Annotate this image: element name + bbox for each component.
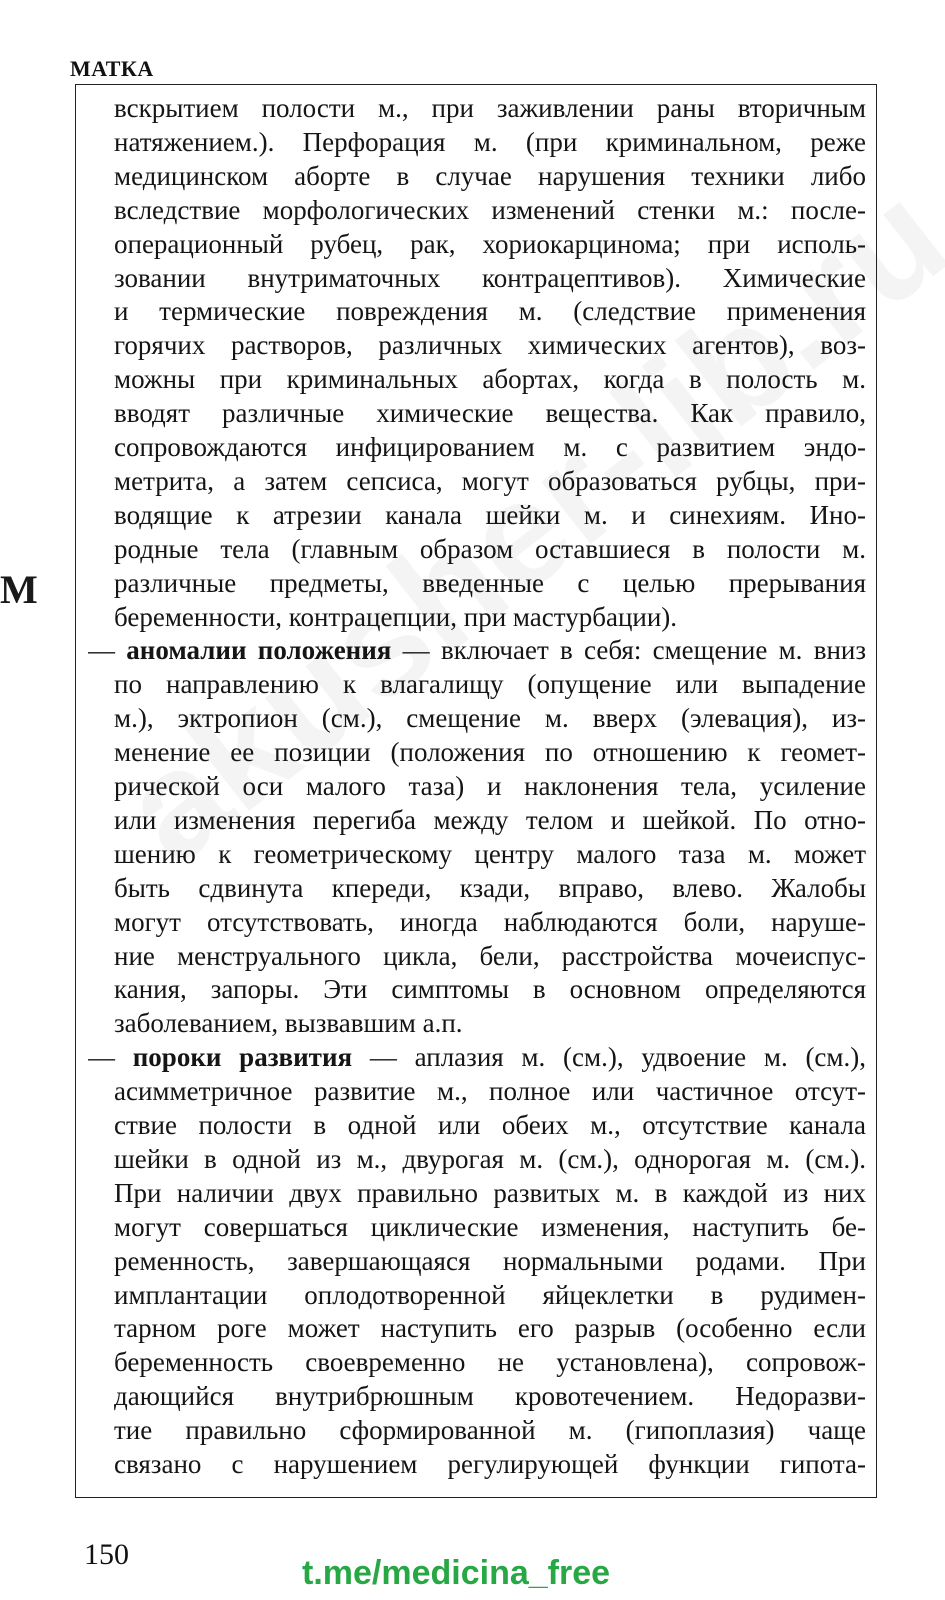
- entry-dash: —: [88, 1042, 133, 1073]
- line-text: заболеванием, вызвавшим а.п.: [114, 1008, 463, 1039]
- line-text: шейки в одной из м., двурогая м. (см.), однорогая м. (см.).: [114, 1143, 866, 1174]
- line-text: тие правильно сформированной м. (гипоплазия) чаще: [114, 1415, 866, 1446]
- line-text: ние менструального цикла, бели, расстройства мочеиспус-: [114, 940, 866, 971]
- line-text: кания, запоры. Эти симптомы в основном определяются: [114, 974, 866, 1005]
- line-text: беременности, контрацепции, при мастурбации).: [114, 601, 678, 632]
- line-text: тарном роге может наступить его разрыв (особенно если: [114, 1313, 866, 1344]
- line-text: имплантации оплодотворенной яйцеклетки в рудимен-: [114, 1279, 866, 1310]
- line-text: или изменения перегиба между телом и шейкой. По отно-: [114, 804, 866, 835]
- body-text-line: [114, 396, 866, 430]
- line-text: м.), эктропион (см.), смещение м. вверх (элевация), из-: [114, 703, 866, 734]
- line-text: по направлению к влагалищу (опущение или выпадение: [114, 669, 866, 700]
- line-text: метрита, а затем сепсиса, могут образоваться рубцы, при-: [114, 465, 866, 496]
- body-text-line: [114, 837, 866, 871]
- line-text: связано с нарушением регулирующей функции гипота-: [114, 1449, 866, 1479]
- body-text-line: [114, 1413, 866, 1447]
- body-text-line: [114, 1074, 866, 1108]
- body-text-line: [114, 125, 866, 159]
- line-text: могут отсутствовать, иногда наблюдаются боли, наруше-: [114, 906, 866, 937]
- body-text-line: [114, 1176, 866, 1210]
- line-text: вводят различные химические вещества. Как правило,: [114, 398, 866, 429]
- body-text-line: [114, 1108, 866, 1142]
- line-text: можны при криминальных абортах, когда в полость м.: [114, 364, 866, 395]
- line-text: беременность своевременно не установлена), сопровож-: [114, 1347, 866, 1378]
- line-text: водящие к атрезии канала шейки м. и синехиям. Ино-: [114, 499, 866, 530]
- body-text-line: [114, 803, 866, 837]
- body-text-line: [114, 430, 866, 464]
- body-text-line: [114, 769, 866, 803]
- line-text: При наличии двух правильно развитых м. в каждой из них: [114, 1177, 866, 1208]
- body-text-line: [114, 600, 866, 634]
- body-text-line: [114, 91, 866, 125]
- line-text: различные предметы, введенные с целью прерывания: [114, 567, 866, 598]
- line-text: вскрытием полости м., при заживлении раны вторичным: [114, 93, 866, 123]
- line-text: ременность, завершающаяся нормальными родами. При: [114, 1245, 866, 1276]
- body-text-line: [114, 362, 866, 396]
- body-text-line: [114, 159, 866, 193]
- body-text-line: [114, 1379, 866, 1413]
- line-text: и термические повреждения м. (следствие применения: [114, 296, 866, 327]
- body-text-line: [114, 464, 866, 498]
- running-head: МАТКА: [70, 56, 154, 81]
- line-text: шению к геометрическому центру малого таза м. может: [114, 838, 866, 869]
- line-text: асимметричное развитие м., полное или частичное отсут-: [114, 1076, 866, 1107]
- text-frame: [75, 84, 877, 1498]
- line-text: операционный рубец, рак, хориокарцинома; при исполь-: [114, 228, 866, 259]
- line-text: медицинском аборте в случае нарушения техники либо: [114, 160, 866, 191]
- body-text-line: [114, 1345, 866, 1379]
- side-index-letter: М: [0, 567, 38, 612]
- line-text: — включает в себя: смещение м. вниз: [391, 635, 866, 666]
- line-text: ствие полости в одной или обеих м., отсутствие канала: [114, 1110, 866, 1140]
- entry-dash: —: [88, 635, 127, 666]
- line-text: могут совершаться циклические изменения, наступить бе-: [114, 1211, 866, 1242]
- line-text: рической оси малого таза) и наклонения тела, усиление: [114, 771, 866, 801]
- page-number: 150: [84, 1538, 129, 1571]
- body-text-line: [114, 667, 866, 701]
- line-text: сопровождаются инфицированием м. с развитием эндо-: [114, 432, 866, 462]
- body-text-line: [88, 1040, 866, 1074]
- body-text-line: [114, 328, 866, 362]
- entry-term: аномалии положения: [126, 635, 392, 666]
- body-text-line: [114, 701, 866, 735]
- channel-link[interactable]: t.me/medicina_free: [302, 1554, 611, 1592]
- body-text-line: [114, 1244, 866, 1278]
- body-text-line: [114, 227, 866, 261]
- line-text: менение ее позиции (положения по отношению к геомет-: [114, 737, 866, 768]
- body-text-line: [114, 905, 866, 939]
- body-text-line: [114, 939, 866, 973]
- body-text-line: [114, 261, 866, 295]
- body-text-line: [114, 871, 866, 905]
- body-text-line: [114, 1210, 866, 1244]
- body-text-line: [114, 294, 866, 328]
- entry-term: пороки развития: [132, 1042, 353, 1073]
- line-text: дающийся внутрибрюшным кровотечением. Недоразви-: [114, 1381, 866, 1412]
- line-text: быть сдвинута кпереди, кзади, вправо, влево. Жалобы: [114, 872, 866, 903]
- body-text-line: [114, 532, 866, 566]
- body-text-line: [114, 1447, 866, 1481]
- body-text-line: [114, 498, 866, 532]
- body-text-line: [114, 735, 866, 769]
- line-text: родные тела (главным образом оставшиеся в полости м.: [114, 533, 866, 564]
- line-text: — аплазия м. (см.), удвоение м. (см.),: [352, 1042, 866, 1073]
- body-text-line: [114, 972, 866, 1006]
- body-text-line: [114, 1278, 866, 1312]
- line-text: зовании внутриматочных контрацептивов). Химические: [114, 262, 866, 293]
- line-text: натяжением.). Перфорация м. (при криминальном, реже: [114, 126, 866, 157]
- line-text: вследствие морфологических изменений стенки м.: после-: [114, 194, 866, 225]
- body-text-line: [114, 193, 866, 227]
- body-text-line: [114, 1311, 866, 1345]
- body-text-line: [114, 1142, 866, 1176]
- body-text-line: [114, 1006, 866, 1040]
- line-text: горячих растворов, различных химических агентов), воз-: [114, 330, 866, 361]
- body-text-line: [114, 566, 866, 600]
- body-text-line: [88, 633, 866, 667]
